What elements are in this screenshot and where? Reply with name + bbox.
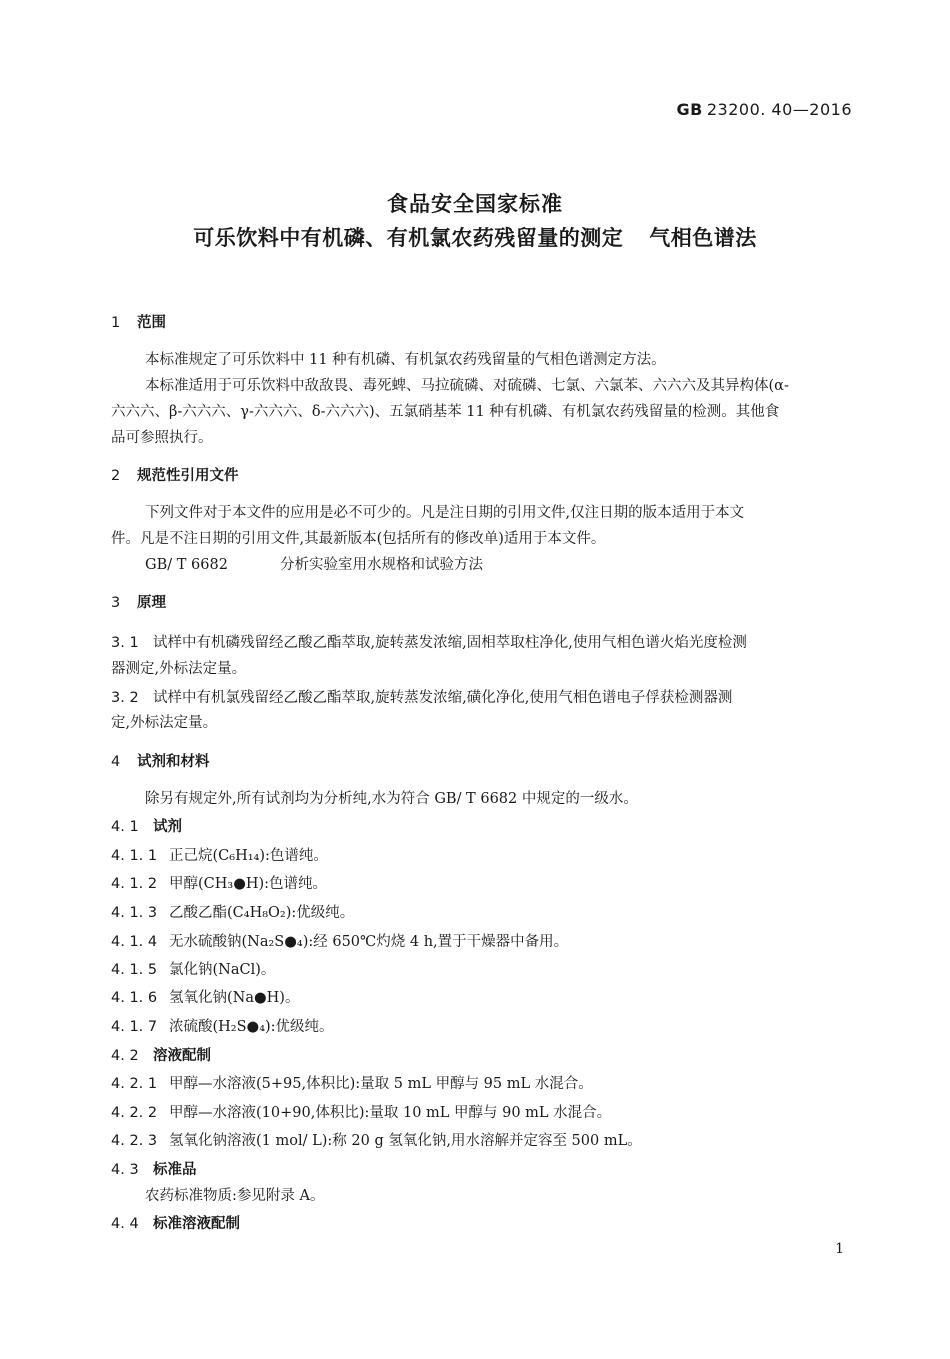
reference-code: GB/ T 6682 (145, 557, 228, 573)
subsection-4-3-heading (111, 1160, 197, 1180)
paragraph-line: 定,外标法定量。 (111, 715, 218, 731)
section-title: 规范性引用文件 (137, 468, 239, 484)
solution-item (111, 1131, 642, 1151)
item-text: 乙酸乙酯(C₄H₈O₂):优级纯。 (169, 905, 355, 921)
clause-text: 试样中有机磷残留经乙酸乙酯萃取,旋转蒸发浓缩,固相萃取柱净化,使用气相色谱火焰光度检测 (153, 635, 747, 651)
section-number: 3 (111, 595, 121, 611)
paragraph-line: 本标准适用于可乐饮料中敌敌畏、毒死蜱、马拉硫磷、对硫磷、七氯、六氯苯、六六六及其异构体(α- (145, 378, 789, 394)
section-number: 4 (111, 754, 121, 770)
reagent-item (111, 932, 568, 952)
normative-reference (145, 555, 483, 575)
subsection-number: 4. 4 (111, 1216, 139, 1232)
subsection-title: 标准溶液配制 (153, 1216, 240, 1232)
subsection-title: 试剂 (153, 819, 182, 835)
paragraph-line: 器测定,外标法定量。 (111, 661, 247, 677)
paragraph-line: 六六六、β-六六六、γ-六六六、δ-六六六)、五氯硝基苯 11 种有机磷、有机氯农药残留量的检测。其他食 (111, 404, 780, 420)
paragraph-line: 农药标准物质:参见附录 A。 (145, 1188, 325, 1204)
item-number: 4. 1. 3 (111, 905, 158, 921)
item-number: 4. 2. 1 (111, 1076, 158, 1092)
reagent-item (111, 960, 275, 980)
paragraph-line: 品可参照执行。 (111, 430, 213, 446)
subsection-4-2-heading (111, 1046, 211, 1066)
paragraph-line: 本标准规定了可乐饮料中 11 种有机磷、有机氯农药残留量的气相色谱测定方法。 (145, 352, 666, 368)
clause-number: 3. 2 (111, 690, 139, 706)
solution-item (111, 1074, 593, 1094)
title-line-1: 食品安全国家标准 (387, 192, 563, 216)
subsection-4-1-heading (111, 817, 182, 837)
section-number: 2 (111, 468, 121, 484)
item-number: 4. 1. 1 (111, 848, 158, 864)
title-main: 可乐饮料中有机磷、有机氯农药残留量的测定 (193, 226, 624, 250)
subsection-number: 4. 2 (111, 1048, 139, 1064)
item-number: 4. 1. 6 (111, 990, 158, 1006)
title-line-2 (0, 222, 950, 252)
item-text: 氢氧化钠溶液(1 mol/ L):称 20 g 氢氧化钠,用水溶解并定容至 500 mL。 (169, 1133, 642, 1149)
clause-3-1 (111, 633, 747, 653)
item-number: 4. 2. 3 (111, 1133, 158, 1149)
section-title: 范围 (137, 315, 166, 331)
title-method: 气相色谱法 (649, 226, 757, 250)
reagent-item (111, 1017, 334, 1037)
clause-text: 试样中有机氯残留经乙酸乙酯萃取,旋转蒸发浓缩,磺化净化,使用气相色谱电子俘获检测器测 (153, 690, 733, 706)
paragraph-line: 下列文件对于本文件的应用是必不可少的。凡是注日期的引用文件,仅注日期的版本适用于本文 (145, 505, 745, 521)
subsection-number: 4. 1 (111, 819, 139, 835)
section-2-heading (111, 466, 239, 486)
item-text: 氢氧化钠(Na●H)。 (169, 990, 300, 1006)
item-number: 4. 1. 4 (111, 934, 158, 950)
reagent-item (111, 988, 299, 1008)
clause-3-2 (111, 688, 732, 708)
section-3-heading (111, 593, 166, 613)
standard-number (677, 100, 852, 119)
section-title: 原理 (137, 595, 166, 611)
reference-title: 分析实验室用水规格和试验方法 (280, 557, 483, 573)
item-text: 甲醇—水溶液(10+90,体积比):量取 10 mL 甲醇与 90 mL 水混合。 (169, 1105, 612, 1121)
standard-code: 23200. 40—2016 (706, 100, 852, 119)
item-text: 甲醇(CH₃●H):色谱纯。 (169, 876, 328, 892)
solution-item (111, 1103, 611, 1123)
item-text: 正己烷(C₆H₁₄):色谱纯。 (169, 848, 328, 864)
subsection-title: 溶液配制 (153, 1048, 211, 1064)
page-number: 1 (835, 1241, 844, 1257)
subsection-4-4-heading (111, 1214, 240, 1234)
reagent-item (111, 846, 328, 866)
item-text: 无水硫酸钠(Na₂S●₄):经 650℃灼烧 4 h,置于干燥器中备用。 (169, 934, 569, 950)
reagent-item (111, 874, 327, 894)
section-title: 试剂和材料 (137, 754, 210, 770)
item-number: 4. 1. 7 (111, 1019, 158, 1035)
item-text: 浓硫酸(H₂S●₄):优级纯。 (169, 1019, 334, 1035)
subsection-number: 4. 3 (111, 1162, 139, 1178)
item-text: 甲醇—水溶液(5+95,体积比):量取 5 mL 甲醇与 95 mL 水混合。 (169, 1076, 593, 1092)
item-number: 4. 2. 2 (111, 1105, 158, 1121)
subsection-title: 标准品 (153, 1162, 197, 1178)
item-text: 氯化钠(NaCl)。 (169, 962, 276, 978)
paragraph-line: 件。凡是不注日期的引用文件,其最新版本(包括所有的修改单)适用于本文件。 (111, 531, 606, 547)
item-number: 4. 1. 5 (111, 962, 158, 978)
clause-number: 3. 1 (111, 635, 139, 651)
paragraph-line: 除另有规定外,所有试剂均为分析纯,水为符合 GB/ T 6682 中规定的一级水。 (145, 791, 638, 807)
section-1-heading (111, 313, 166, 333)
item-number: 4. 1. 2 (111, 876, 158, 892)
section-4-heading (111, 752, 210, 772)
reagent-item (111, 903, 354, 923)
standard-prefix: GB (676, 100, 703, 119)
section-number: 1 (111, 315, 121, 331)
